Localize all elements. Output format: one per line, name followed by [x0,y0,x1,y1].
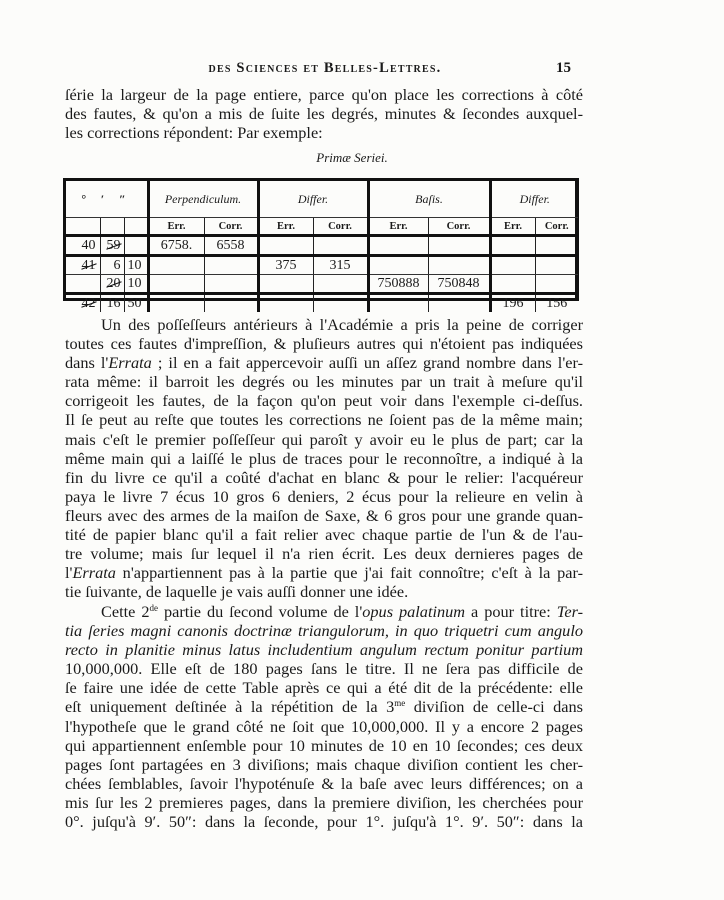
text-line: ſérie la largeur de la page entiere, parce qu'on place les corrections à côté [65,85,583,104]
text-line: même main qui a laiſſé le plus de traces pour le reconnoître, a indiqué à la [65,448,583,468]
table-row [66,236,578,256]
value-cell [368,256,428,275]
latin-title-line: tia ſeries magni canonis doctrinæ triangulorum, in quo triquetri cum angulo [65,621,583,641]
second-cell: 10 [124,256,148,275]
group-header-perpendiculum: Perpendiculum. [148,181,258,218]
paragraph-second-part [65,602,583,831]
text-line: corrigeoit les fautes, de la façon qu'on peut voir dans l'exemple ci-deſſus. [65,391,583,411]
text-line: Il ſe peut au reſte que toutes les corrections ne ſoient pas de la même main; [65,410,583,430]
group-header-differ-1: Differ. [258,181,368,218]
value-cell [148,294,204,313]
text-line: rata même: il barroit les degrés ou les minutes par un trait à meſure qu'il [65,372,583,392]
struck-value: 42 [81,295,96,311]
subhead-err: Err. [258,218,313,236]
value-cell: 750848 [428,275,490,294]
text-line: tre volume; mais ſur lequel il n'a rien écrit. Les deux dernieres pages de [65,544,583,564]
text-line: fleurs avec des armes de la maiſon de Saxe, & 6 gros pour une grande quan- [65,505,583,525]
errata-italic: Errata [108,353,152,373]
group-header-differ-2: Differ. [490,181,578,218]
text-line: paya le livre 7 écus 10 gros 6 deniers, 2 écus pour la relieure en velin à [65,486,583,506]
value-cell: 315 [313,256,368,275]
value-cell: 6758. [148,236,204,256]
value-cell [428,256,490,275]
text-line: chées ſemblables, ſavoir l'hypoténuſe & la baſe avec leurs différences; on a [65,773,583,793]
minute-cell [100,236,124,256]
value-cell: 156 [535,294,578,313]
text-line: l'hypotheſe que le grand côté ne ſoit que 10,000,000. Il y a encore 2 pages [65,716,583,736]
text-line: mis ſur les 2 premieres pages, dans la premiere diviſion, les cherchées pour [65,792,583,812]
value-cell [148,256,204,275]
table-row [66,294,578,313]
units-header: ° ′ ″ [66,181,148,218]
text-line: tité de papier blanc qu'il a fait relier avec chaque partie de l'un & de l'au- [65,525,583,545]
value-cell [313,294,368,313]
value-cell: 750888 [368,275,428,294]
text-line: des fautes, & qu'on a mis de ſuite les degrés, minutes & ſecondes auxquel- [65,104,583,124]
subhead-err: Err. [490,218,535,236]
text-line: ſe faire une idée de cette Table après ce qui a été dit de la précédente: elle [65,678,583,698]
struck-value: 59 [106,237,121,253]
value-cell [204,275,258,294]
degree-cell [66,256,100,275]
table-row [66,275,578,294]
value-cell [490,236,535,256]
deg-subhead [66,218,100,236]
text-line: fin du livre ce qu'il a coûté d'achat en blanc & pour le relier: l'acquéreur [65,467,583,487]
text-line: les corrections répondent: Par exemple: [65,123,323,143]
paragraph-provenance [65,315,583,601]
value-cell [490,275,535,294]
struck-value: 20 [106,275,121,291]
value-cell: 196 [490,294,535,313]
text-line: pages ſont partagées en 3 diviſions; mais chaque diviſion contient les cher- [65,754,583,774]
value-cell [258,275,313,294]
minute-cell [100,275,124,294]
text-line: 10,000,000. Elle eſt de 180 pages ſans le titre. Il ne ſera pas difficile de [65,659,583,679]
struck-value: 41 [81,257,96,273]
text-line: toutes ces fautes d'impreſſion, & pluſieurs autres qui n'étoient pas indiquées [65,334,583,354]
degree-cell: 40 [66,236,100,256]
text-line: dans l'Errata ; il en a fait appercevoir auſſi un aſſez grand nombre dans l'er- [65,353,583,373]
value-cell [490,256,535,275]
value-cell: 375 [258,256,313,275]
minute-cell: 16 [100,294,124,313]
running-title: des Sciences et Belles-Lettres. [208,60,442,76]
value-cell [258,294,313,313]
minute-cell: 6 [100,256,124,275]
intro-paragraph [65,85,583,142]
text-line: 0°. juſqu'à 9′. 50″: dans la ſeconde, pour 1°. juſqu'à 1°. 9′. 50″: dans la [65,812,583,832]
text-line: mais c'eſt le premier poſſeſſeur qui paroît y avoir eu le plus de part; car la [65,429,583,449]
value-cell [313,236,368,256]
min-subhead [100,218,124,236]
text-line: qui appartiennent enſemble pour 10 minutes de 10 en 10 ſecondes; ces deux [65,735,583,755]
subhead-corr: Corr. [313,218,368,236]
page-number: 15 [556,60,571,76]
second-cell [124,236,148,256]
value-cell [204,256,258,275]
value-cell [535,256,578,275]
table-row [66,256,578,275]
degree-cell [66,294,100,313]
text-line: Un des poſſeſſeurs antérieurs à l'Académie a pris la peine de corriger [101,315,583,334]
value-cell: 6558 [204,236,258,256]
value-cell [368,294,428,313]
value-cell [148,275,204,294]
value-cell [204,294,258,313]
errata-table [63,178,579,311]
subhead-err: Err. [368,218,428,236]
latin-title-line: recto in planitie minus latus includentium angulum rectum ponitur partium [65,640,583,660]
degree-cell [66,275,100,294]
subhead-corr: Corr. [428,218,490,236]
value-cell [428,236,490,256]
text-line: tie ſuivante, de laquelle je vais auſſi donner une idée. [65,582,409,602]
value-cell [258,236,313,256]
second-cell: 10 [124,275,148,294]
sec-subhead [124,218,148,236]
value-cell [535,275,578,294]
text-line: l'Errata n'appartiennent pas à la partie que j'ai fait connoître; c'eſt à la par- [65,563,583,583]
subhead-corr: Corr. [535,218,578,236]
subhead-corr: Corr. [204,218,258,236]
group-header-basis: Baſis. [368,181,490,218]
text-line: eſt uniquement deſtinée à la répétition de la $3^{me}$ diviſion de celle-ci dans [65,697,584,717]
value-cell [313,275,368,294]
subhead-err: Err. [148,218,204,236]
value-cell [535,236,578,256]
second-cell: 50 [124,294,148,313]
opus-title-italic: opus palatinum [362,602,466,621]
value-cell [368,236,428,256]
value-cell [428,294,490,313]
errata-table-grid [66,181,578,312]
errata-italic: Errata [72,563,116,583]
text-line: Cette 2de partie du ſecond volume de l'opus palatinum a pour titre: Ter- [101,602,583,621]
table-caption: Primæ Seriei. [316,150,388,165]
